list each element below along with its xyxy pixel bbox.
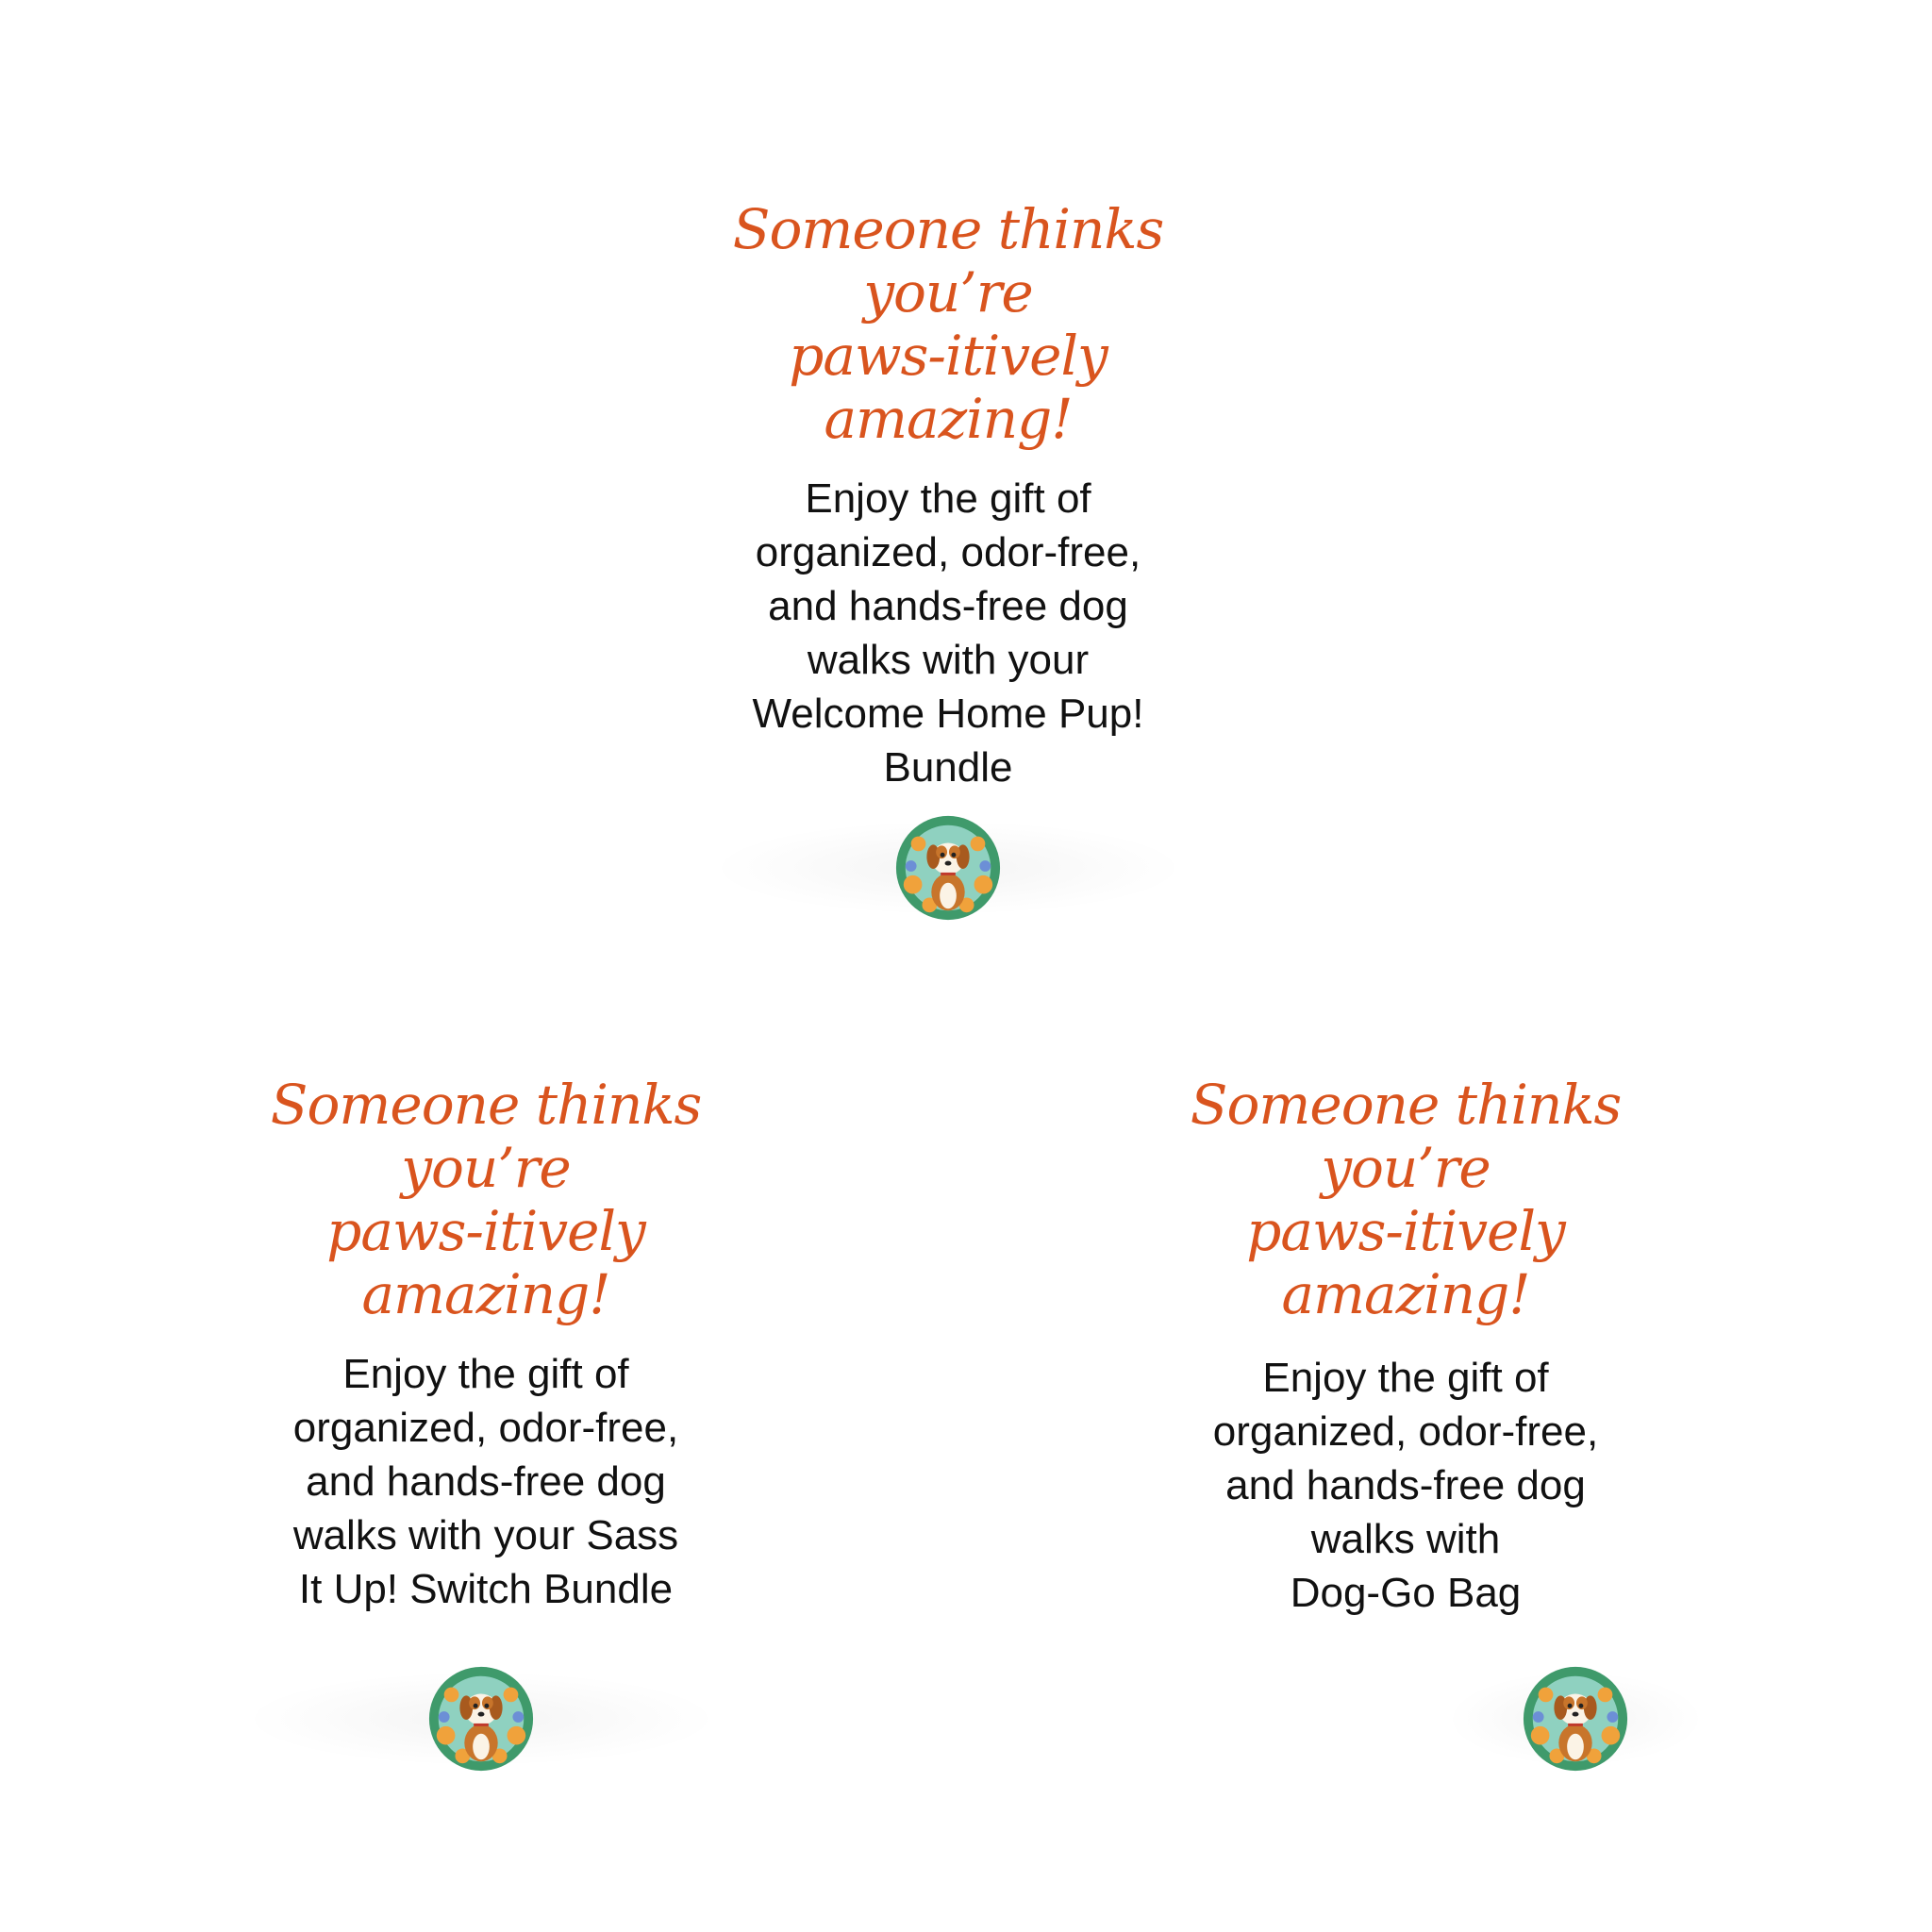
card-message: Enjoy the gift of organized, odor-free, and hands-free dog walks with your Sass It Up! Switch Bundle: [292, 1351, 679, 1612]
gift-card-dog-go-bag: [1160, 1074, 1651, 1620]
logo-area: [217, 1653, 745, 1785]
dog-badge-icon: [892, 812, 1004, 924]
card-headline: Someone thinks you’re paws-itively amazing!: [1190, 1073, 1622, 1326]
logo-area: [684, 802, 1212, 934]
dog-badge-icon: [1520, 1663, 1631, 1774]
logo-area: [1311, 1653, 1840, 1785]
dog-badge-icon: [425, 1663, 537, 1774]
card-message: Enjoy the gift of organized, odor-free, and hands-free dog walks with your Welcome Home Pup! Bundle: [752, 475, 1144, 791]
gift-card-sass-it-up: [250, 1074, 722, 1616]
card-headline: Someone thinks you’re paws-itively amazing!: [270, 1073, 702, 1326]
card-message: Enjoy the gift of organized, odor-free, and hands-free dog walks with Dog-Go Bag: [1212, 1355, 1599, 1616]
card-headline: Someone thinks you’re paws-itively amazing!: [732, 197, 1164, 451]
gift-card-welcome-home: [703, 198, 1193, 794]
